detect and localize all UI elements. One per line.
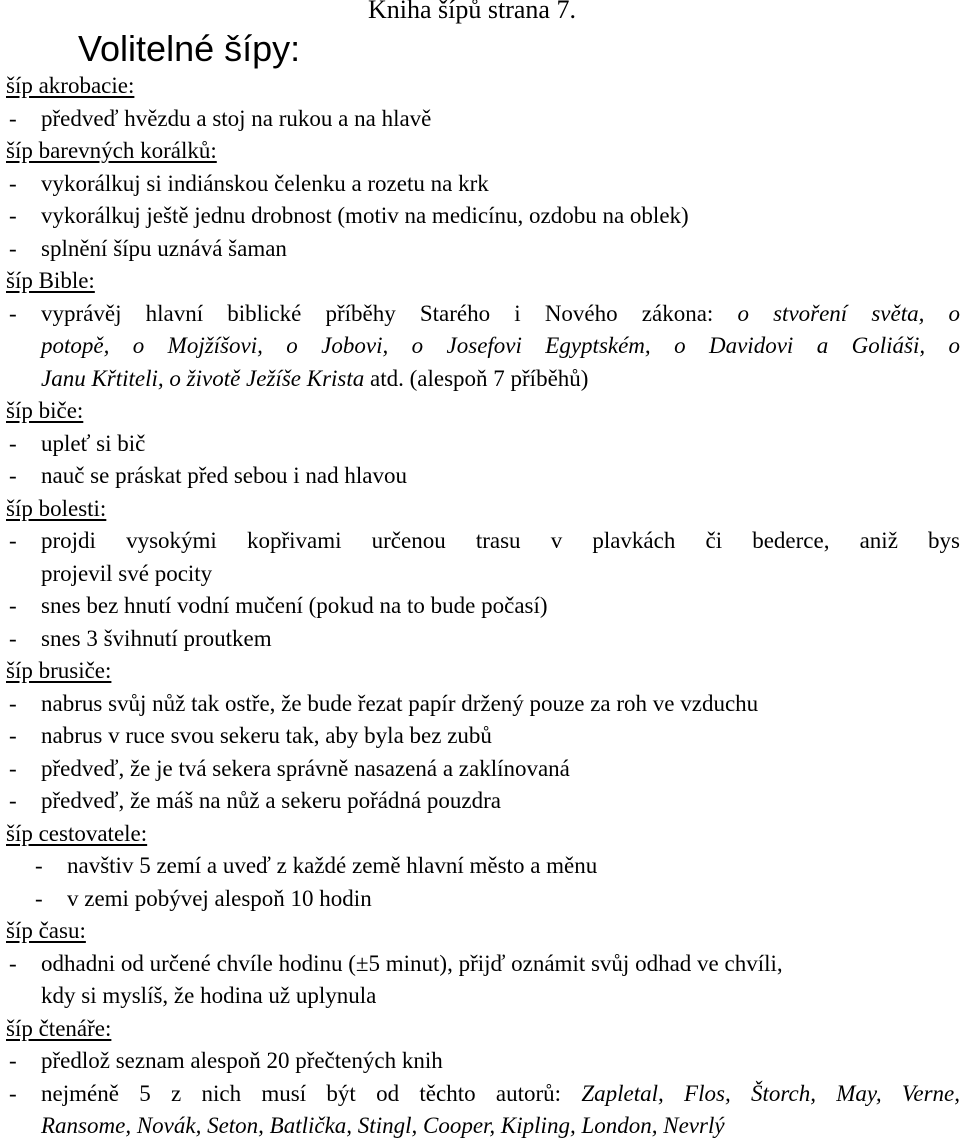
list-item-italic-text: Zapletal, Flos, Štorch, May, Verne,	[581, 1080, 960, 1106]
list-item-continuation	[0, 558, 960, 591]
list-item	[0, 623, 960, 656]
list-item-text: atd. (alespoň 7 příběhů)	[370, 365, 589, 391]
list-item-continuation	[0, 980, 960, 1013]
list-item-italic-text: potopě, o Mojžíšovi, o Jobovi, o Josefovi Egyptském, o Davidovi a Goliáši, o	[41, 333, 960, 358]
list-item	[0, 525, 960, 558]
list-item-text: vykorálkuj si indiánskou čelenku a rozetu na krk	[41, 170, 489, 196]
list-item-text: předveď hvězdu a stoj na rukou a na hlavě	[41, 105, 432, 131]
list-item	[0, 200, 960, 233]
list-item-text: předveď, že máš na nůž a sekeru pořádná pouzdra	[41, 788, 501, 813]
section-heading: šíp času:	[6, 918, 86, 943]
bullet-dash: -	[9, 755, 17, 781]
list-item-text: nabrus v ruce svou sekeru tak, aby byla bez zubů	[41, 723, 492, 748]
list-item	[0, 428, 960, 461]
document-title: Volitelné šípy:	[78, 28, 301, 69]
list-item	[0, 168, 960, 201]
bullet-dash: -	[9, 1048, 17, 1073]
list-item-continuation	[0, 1110, 960, 1143]
bullet-dash: -	[9, 788, 17, 813]
list-item-text: nabrus svůj nůž tak ostře, že bude řezat papír držený pouze za roh ve vzduchu	[41, 690, 759, 716]
list-item-text: odhadni od určené chvíle hodinu (±5 minut), přijď oznámit svůj odhad ve chvíli,	[41, 950, 783, 976]
list-item	[0, 233, 960, 266]
list-item-italic-text: Janu Křtiteli, o životě Ježíše Krista	[41, 365, 365, 391]
list-item	[0, 103, 960, 136]
document-body	[0, 70, 960, 1143]
list-item-text: navštiv 5 zemí a uveď z každé země hlavní město a měnu	[67, 853, 598, 878]
list-item-text: nejméně 5 z nich musí být od těchto autorů:	[41, 1080, 562, 1106]
list-item	[0, 298, 960, 331]
bullet-dash: -	[9, 235, 17, 261]
list-item-text: splnění šípu uznává šaman	[41, 235, 287, 261]
list-item	[0, 590, 960, 623]
bullet-dash: -	[9, 300, 17, 326]
bullet-dash: -	[35, 885, 43, 911]
bullet-dash: -	[9, 593, 17, 618]
bullet-dash: -	[9, 463, 17, 488]
list-item	[0, 948, 960, 981]
list-item-text: projevil své pocity	[41, 560, 213, 586]
bullet-dash: -	[9, 690, 17, 716]
bullet-dash: -	[9, 528, 17, 553]
list-item	[0, 720, 960, 753]
list-item-text: předlož seznam alespoň 20 přečtených knih	[41, 1048, 443, 1073]
bullet-dash: -	[35, 853, 43, 878]
list-item	[0, 753, 960, 786]
list-item-text: kdy si myslíš, že hodina už uplynula	[41, 983, 377, 1008]
list-item-italic-text: o stvoření světa, o	[737, 300, 960, 326]
bullet-dash: -	[9, 1080, 17, 1106]
section-heading: šíp biče:	[6, 398, 84, 423]
bullet-dash: -	[9, 625, 17, 651]
list-item-text: snes 3 švihnutí proutkem	[41, 625, 272, 651]
list-item-text: nauč se práskat před sebou i nad hlavou	[41, 463, 407, 488]
list-item	[0, 785, 960, 818]
list-item	[0, 850, 960, 883]
bullet-dash: -	[9, 430, 17, 456]
bullet-dash: -	[9, 170, 17, 196]
list-item-text: vyprávěj hlavní biblické příběhy Starého i Nového zákona:	[41, 300, 714, 326]
section-heading: šíp barevných korálků:	[6, 138, 217, 163]
list-item	[0, 1045, 960, 1078]
list-item	[0, 688, 960, 721]
section-heading: šíp cestovatele:	[6, 820, 148, 846]
list-item	[0, 1078, 960, 1111]
list-item-text: upleť si bič	[41, 430, 146, 456]
bullet-dash: -	[9, 105, 17, 131]
list-item-continuation	[0, 363, 960, 396]
section-heading: šíp akrobacie:	[6, 73, 135, 98]
list-item-text: předveď, že je tvá sekera správně nasazená a zaklínovaná	[41, 755, 570, 781]
list-item-text: snes bez hnutí vodní mučení (pokud na to bude počasí)	[41, 593, 548, 618]
page-number-label: Kniha šípů strana 7.	[368, 0, 576, 24]
list-item-continuation	[0, 330, 960, 363]
list-item	[0, 883, 960, 916]
bullet-dash: -	[9, 950, 17, 976]
section-heading: šíp brusiče:	[6, 658, 112, 683]
list-item-text: projdi vysokými kopřivami určenou trasu v plavkách či bederce, aniž bys	[41, 528, 960, 553]
section-heading: šíp čtenáře:	[6, 1015, 112, 1041]
list-item-italic-text: Ransome, Novák, Seton, Batlička, Stingl, Cooper, Kipling, London, Nevrlý	[41, 1113, 725, 1138]
list-item	[0, 460, 960, 493]
list-item-text: v zemi pobývej alespoň 10 hodin	[67, 885, 372, 911]
list-item-text: vykorálkuj ještě jednu drobnost (motiv na medicínu, ozdobu na oblek)	[41, 203, 689, 228]
bullet-dash: -	[9, 203, 17, 228]
bullet-dash: -	[9, 723, 17, 748]
section-heading: šíp Bible:	[6, 268, 95, 293]
section-heading: šíp bolesti:	[6, 495, 107, 521]
